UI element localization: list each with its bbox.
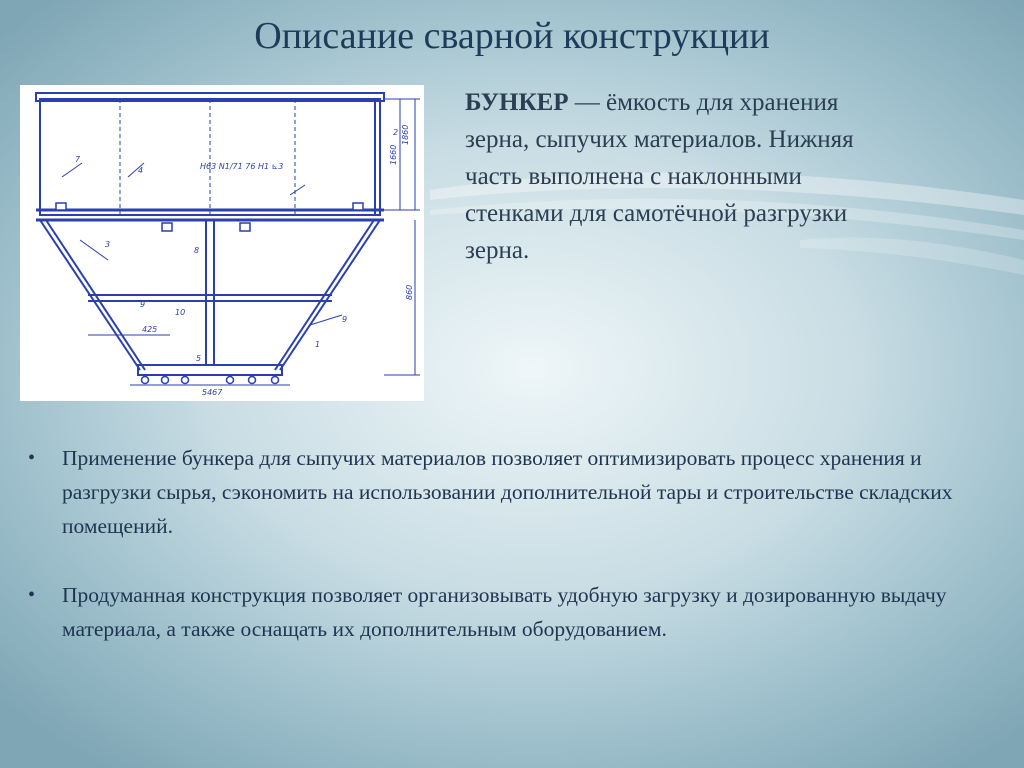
bullet-marker: • xyxy=(28,447,36,469)
callout-label: 4 xyxy=(138,166,144,175)
callout-label: 9 xyxy=(342,315,348,324)
callout-label: 3 xyxy=(105,240,111,249)
bullet-marker: • xyxy=(28,584,36,606)
bullet-item xyxy=(28,441,988,543)
dimension-label: 1860 xyxy=(401,124,410,145)
callout-label: 8 xyxy=(194,246,200,255)
callout-label: 9 xyxy=(140,300,146,309)
drawing-annotation: H63 N1/71 76 H1 ⊾3 xyxy=(200,162,284,171)
dimension-label: 425 xyxy=(142,325,158,334)
definition-term: БУНКЕР xyxy=(465,89,569,116)
callout-label: 10 xyxy=(175,308,186,317)
page-title: Описание сварной конструкции xyxy=(254,15,770,57)
callout-label: 7 xyxy=(75,155,81,164)
definition-text: — ёмкость для хранения зерна, сыпучих материалов. Нижняя часть выполнена с наклонными стенками для самотёчной разгрузки зерна. xyxy=(465,89,854,264)
callout-label: 1 xyxy=(315,340,321,349)
hopper-definition xyxy=(465,84,885,269)
dimension-label: 5467 xyxy=(202,388,223,397)
callout-label: 2 xyxy=(393,128,399,137)
callout-label: 5 xyxy=(196,354,202,363)
dimension-label: 860 xyxy=(405,284,414,300)
bullet-text: Продуманная конструкция позволяет организовывать удобную загрузку и дозированную выдачу материала, а также оснащать их дополнительным оборудованием. xyxy=(62,583,947,641)
dimension-label: 1660 xyxy=(389,144,398,165)
bullet-item xyxy=(28,578,988,646)
bullet-text: Применение бункера для сыпучих материалов позволяет оптимизировать процесс хранения и разгрузки сырья, сэкономить на использовании дополнительной тары и строительстве складских помещений. xyxy=(62,446,953,538)
hopper-drawing xyxy=(20,85,424,401)
bullet-list xyxy=(28,441,988,681)
